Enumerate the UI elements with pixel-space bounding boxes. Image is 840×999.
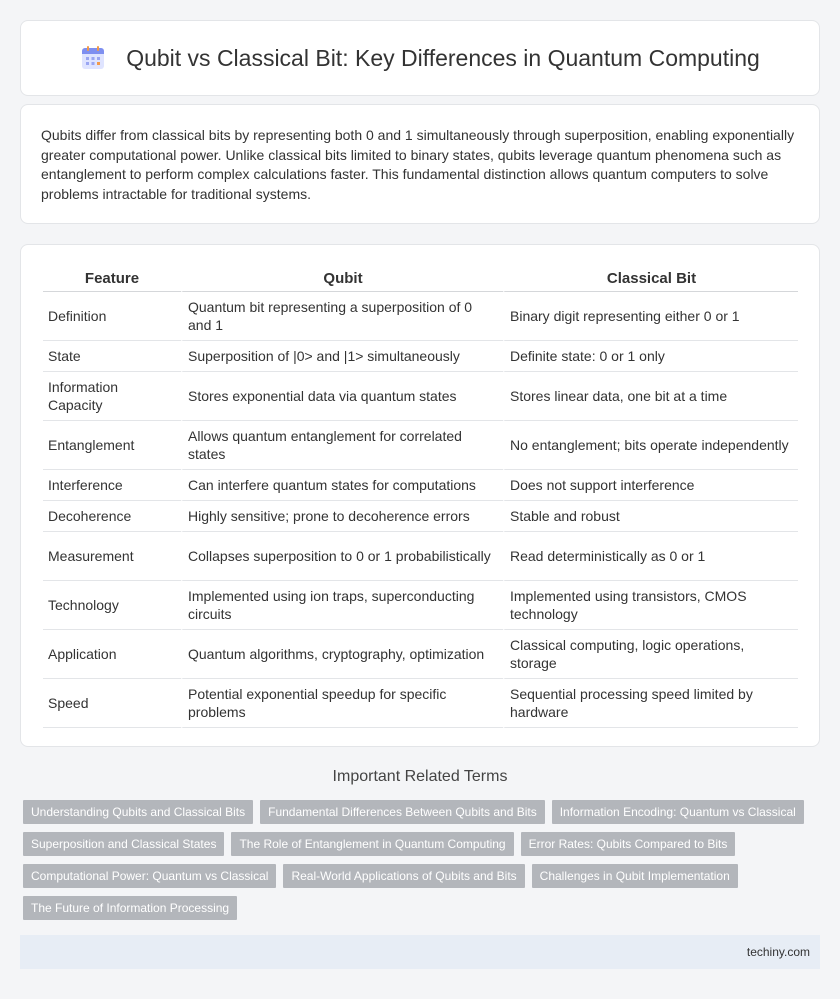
table-row [43,581,798,630]
table-cell: Definite state: 0 or 1 only [503,341,798,372]
table-cell: Quantum bit representing a superposition of 0 and 1 [181,292,503,341]
footer [20,935,820,969]
table-row [43,372,798,421]
related-term-tag[interactable]: Information Encoding: Quantum vs Classical [552,800,804,824]
related-term-tag[interactable]: Real-World Applications of Qubits and Bits [283,864,524,888]
tag-row [23,896,823,920]
table-cell: Allows quantum entanglement for correlated states [181,421,503,470]
table-cell: Entanglement [43,421,181,470]
related-term-tag[interactable]: Error Rates: Qubits Compared to Bits [521,832,736,856]
table-cell: Does not support interference [503,470,798,501]
table-row [43,292,798,341]
header-qubit: Qubit [181,265,503,292]
related-term-tag[interactable]: The Future of Information Processing [23,896,237,920]
related-term-tag[interactable]: Challenges in Qubit Implementation [532,864,738,888]
table-cell: Information Capacity [43,372,181,421]
table-cell: Measurement [43,532,181,581]
table-cell: Implemented using transistors, CMOS technology [503,581,798,630]
table-cell: Stores linear data, one bit at a time [503,372,798,421]
calendar-grid-icon [80,45,106,71]
comparison-table [43,265,798,728]
header-feature: Feature [43,265,181,292]
table-cell: Highly sensitive; prone to decoherence errors [181,501,503,532]
related-term-tag[interactable]: Superposition and Classical States [23,832,224,856]
related-term-tag[interactable]: The Role of Entanglement in Quantum Computing [231,832,513,856]
tag-row [23,864,823,888]
header-card [20,20,820,96]
table-cell: No entanglement; bits operate independently [503,421,798,470]
footer-site-link[interactable]: techiny.com [746,945,810,959]
related-terms-tags [23,800,823,928]
table-cell: Speed [43,679,181,728]
table-row [43,501,798,532]
table-header-row [43,265,798,292]
related-term-tag[interactable]: Computational Power: Quantum vs Classical [23,864,276,888]
table-cell: Sequential processing speed limited by hardware [503,679,798,728]
table-row [43,679,798,728]
table-cell: Definition [43,292,181,341]
comparison-table-card [20,244,820,747]
table-cell: Technology [43,581,181,630]
intro-paragraph: Qubits differ from classical bits by representing both 0 and 1 simultaneously through superposition, enabling exponentially greater computational power. Unlike classical bits limited to binary states, qubits leverage quantum phenomena such as entanglement to perform complex calculations faster. This fundamental distinction allows quantum computers to solve problems intractable for traditional systems. [41,127,795,202]
header-classical-bit: Classical Bit [503,265,798,292]
table-cell: Quantum algorithms, cryptography, optimization [181,630,503,679]
table-cell: Can interfere quantum states for computations [181,470,503,501]
table-cell: Binary digit representing either 0 or 1 [503,292,798,341]
table-cell: Stores exponential data via quantum states [181,372,503,421]
table-cell: Classical computing, logic operations, storage [503,630,798,679]
page-title: Qubit vs Classical Bit: Key Differences in Quantum Computing [126,44,760,71]
table-row [43,532,798,581]
table-row [43,421,798,470]
tag-row [23,800,823,824]
table-cell: Interference [43,470,181,501]
table-cell: Stable and robust [503,501,798,532]
table-row [43,470,798,501]
table-row [43,341,798,372]
related-term-tag[interactable]: Fundamental Differences Between Qubits and Bits [260,800,545,824]
table-cell: State [43,341,181,372]
table-cell: Read deterministically as 0 or 1 [503,532,798,581]
intro-card [20,104,820,224]
table-cell: Potential exponential speedup for specific problems [181,679,503,728]
table-cell: Implemented using ion traps, superconducting circuits [181,581,503,630]
table-cell: Superposition of |0> and |1> simultaneously [181,341,503,372]
table-cell: Application [43,630,181,679]
table-cell: Collapses superposition to 0 or 1 probabilistically [181,532,503,581]
related-term-tag[interactable]: Understanding Qubits and Classical Bits [23,800,253,824]
table-cell: Decoherence [43,501,181,532]
table-row [43,630,798,679]
tag-row [23,832,823,856]
related-terms-title: Important Related Terms [332,768,508,785]
